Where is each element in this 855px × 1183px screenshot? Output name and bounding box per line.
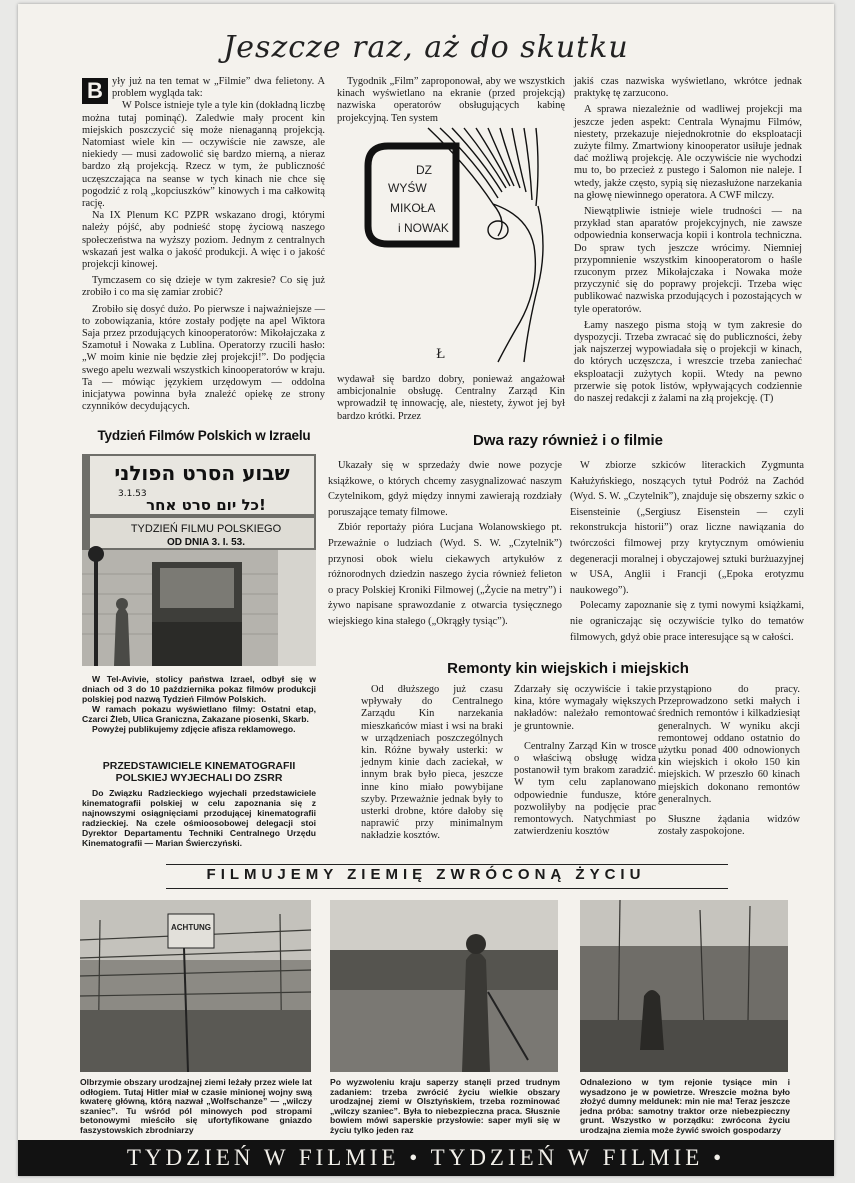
caption-paragraph: Odnaleziono w tym rejonie tysiące min i wysadzono je w powietrze. Wreszcie można było złożyć dumny meldunek: min nie ma! Teraz jeszcze jedna próba: samotny traktor orze niebezpieczny grunt. Wszystko w porządku: zwrócona życiu urodzajna ziemia może żywić swoich gospodarzy — [580, 1077, 790, 1135]
dwa-razy-column-2 — [570, 458, 804, 645]
filmujemy-caption-1 — [80, 1078, 312, 1136]
bottom-banner: TYDZIEŃ W FILMIE • TYDZIEŃ W FILMIE • — [18, 1140, 834, 1176]
paragraph: Niewątpliwie istnieje wiele trudności — na przykład stan aparatów projekcyjnych, nie zawsze odpowiednia konserwacja kopii i kontrola techniczna. Do spraw tych jeszcze wrócimy. Niemniej przypomnienie wszystkim kinooperatorom o haśle rzuconym przez Mikołajczaka i Nowaka może przyczynić się do poprawy projekcji. Trzeba więc publikować nazwiska przodujących i pozostających w tyle operatorów. — [574, 206, 802, 315]
paragraph: przystąpiono do pracy. Przeprowadzono setki małych i średnich remontów i kilkadziesiąt generalnych. W wyniku akcji remontowej oddano ostatnio do użytku ponad 400 odnowionych kin wiejskich i około 150 kin miejskich. W przeszło 60 kinach miejskich dokonano remontów generalnych. — [658, 684, 800, 805]
main-article-column-2-top — [337, 76, 565, 125]
photo-sapper — [330, 900, 558, 1072]
paragraph: Zdarzały się oczywiście i takie kina, które wymagały większych nakładów: należało remontować je gruntownie. — [514, 684, 656, 732]
remonty-column-3 — [658, 684, 800, 838]
main-article-column-1 — [82, 76, 325, 413]
caption-paragraph: W Tel-Avivie, stolicy państwa Izrael, odbył się w dniach od 3 do 10 października pokaz filmów produkcji polskiej pod nazwą Tydzień Filmów Polskich. — [82, 674, 316, 704]
paragraph: Zrobiło się dosyć dużo. Po pierwsze i najważniejsze — to zobowiązania, które zostały podjęte na apel Wiktora Saja przez przodujących kinooperatorów: Mikołajczaka z Szamotuł i Nowaka z Lublina. Operatorzy rzucili hasło: „W moim kinie nie będzie złej projekcji!”. Do podjęcia swego apelu wezwali wszystkich kinooperatorów w kraju. Ta — mówiąc językiem urzędowym — oddolna inicjatywa powinna była znaleźć opiekę ze strony czynników decydujących. — [82, 303, 325, 413]
drawing-text-line: MIKOŁA — [390, 201, 436, 215]
zssr-text — [82, 788, 316, 848]
filmujemy-caption-2 — [330, 1078, 560, 1136]
paragraph: yły już na ten temat w „Filmie” dwa felietony. A problem wygląda tak: — [112, 76, 325, 100]
section-rule — [166, 888, 728, 889]
drawing-text-line: DZ — [416, 163, 432, 177]
photo-hebrew-line: כל יום סרט אחר! — [146, 496, 266, 514]
caption-paragraph: Powyżej publikujemy zdjęcie afisza reklamowego. — [92, 724, 296, 734]
caption-paragraph: Olbrzymie obszary urodzajnej ziemi leżały przez wiele lat odłogiem. Tutaj Hitler miał w czasie minionej wojny swą kwaterę główną, którą nazwał „Wolfschanze” — „wilczy szaniec”. Tu wśród pól minowych pod stropami betonowymi mieściło się ufortyfikowane gniazdo faszystowskich zbrodniarzy — [80, 1077, 312, 1135]
remonty-title: Remonty kin wiejskich i miejskich — [447, 660, 689, 677]
photo-sign-text: ACHTUNG — [171, 923, 211, 932]
paragraph: Od dłuższego już czasu wpływały do Centralnego Zarządu Kin narzekania mieszkańców miast i wsi na braki w urządzeniach poszczególnych kin. Różne bywały usterki: w jednym kinie dach zaciekał, w innym brak było pieca, jeszcze inne kino miało powybijane szyby. Przeważnie jednak były to usterki drobne, które dałoby się naprawić przy minimalnym nakładzie kosztów. — [361, 684, 503, 842]
main-article-column-2-bottom — [337, 374, 565, 423]
paragraph: Centralny Zarząd Kin w trosce o właściwą obsługę widza postanowił tym brakom zaradzić. W tym celu zaplanowano odpowiednie fundusze, które pozwoliłyby na podjęcie prac remontowych. Natychmiast po zatwierdzeniu kosztów — [514, 740, 656, 838]
caption-paragraph: W ramach pokazu wyświetlano filmy: Ostatni etap, Czarci Żleb, Ulica Graniczna, Zakazane piosenki, Skarb. — [82, 704, 316, 724]
drop-cap: B — [82, 78, 108, 104]
section-rule — [166, 864, 728, 865]
paragraph: Tygodnik „Film” zaproponował, aby we wszystkich kinach wyświetlano na ekranie (przed projekcją) nazwiska operatorów obsługujących kabinę projekcyjną. Ten system — [337, 76, 565, 124]
paragraph: Ukazały się w sprzedaży dwie nowe pozycje książkowe, o których chcemy zasygnalizować naszym Czytelnikom, gdyż między innymi zawierają rozdziały poruszające tematy filmowe. — [328, 460, 562, 518]
israel-section-title: Tydzień Filmów Polskich w Izraelu — [97, 428, 311, 443]
main-article-column-3 — [574, 76, 802, 405]
drawing-text-line: i NOWAK — [398, 221, 449, 235]
paragraph: jakiś czas nazwiska wyświetlano, wkrótce jednak praktykę tę zarzucono. — [574, 76, 802, 100]
paragraph: Tymczasem co się dzieje w tym zakresie? Co się już zrobiło i co ma się zamiar zrobić? — [82, 275, 325, 299]
paragraph: Polecamy zapoznanie się z tymi nowymi książkami, nie ograniczając się oczywiście tylko do tematów filmowych, gdyż obie prace interesujące są w całości. — [570, 600, 804, 643]
photo-sign-line: TYDZIEŃ FILMU POLSKIEGO — [130, 523, 282, 535]
filmujemy-caption-3 — [580, 1078, 790, 1136]
main-article-title: Jeszcze raz, aż do skutku — [223, 30, 629, 65]
paragraph: Zbiór reportaży pióra Lucjana Wolanowskiego pt. Przeważnie o ludziach (Wyd. S. W. „Czytelnik”) przynosi obok wielu ciekawych artykułów z różnorodnych dziedzin naszego życia również felieton o pracy Polskiej Kroniki Filmowej („Życie na metry”) i żywo napisane sprawozdanie z otwarcia tysięcznego wiejskiego kina stałego („Okrągły tysiąc”). — [328, 522, 562, 627]
caption-paragraph: Do Związku Radzieckiego wyjechali przedstawiciele kinematografii polskiej w celu zapoznania się z najnowszymi osiągnięciami przodującej kinematografii radzieckiej. Na czele ośmioosobowej delegacji stoi Dyrektor Departamentu Techniki Centralnego Urzędu Kinematografii — Marian Świerczyński. — [82, 788, 316, 848]
paragraph: wydawał się bardzo dobry, ponieważ angażował ambicjonalnie obsługę. Centralny Zarząd Kin wprowadził tę innowację, ale, niestety, żywot jej był bardzo krótki. Przez — [337, 374, 565, 422]
paragraph: Łamy naszego pisma stoją w tym zakresie do dyspozycji. Trzeba zwracać się do publiczności, żeby jak najszerzej wypowiadała się o projekcji w kinach, do których uczęszcza, i wreszcie trzeba zaniechać eksploatacji zużytych kopii. Wtedy na pewno przerwie się potok listów, wpływających codziennie do naszej redakcji z żalami na złą projekcję. (T) — [574, 319, 802, 405]
photo-date: 3.1.53 — [118, 489, 147, 499]
remonty-column-2 — [514, 684, 656, 838]
photo-hebrew-headline: שבוע הסרט הפולני — [114, 461, 290, 485]
dwa-razy-column-1 — [328, 458, 562, 630]
photo-tractor-field — [580, 900, 788, 1072]
paragraph: Słuszne żądania widzów zostały zaspokojone. — [658, 814, 800, 838]
paragraph: Na IX Plenum KC PZPR wskazano drogi, którymi należy pójść, aby podnieść stopę życiową naszego społeczeństwa na wyższy poziom. Jednym z centralnych wskazań jest walka o jakość produkcji. A więc i o jakość projekcji kinowej. — [82, 210, 325, 271]
caption-paragraph: Po wyzwoleniu kraju saperzy stanęli przed trudnym zadaniem: trzeba zwrócić życiu wielkie obszary urodzajnej ziemi w Olsztyńskiem, trzeba rozminować „wilczy szaniec”. Była to niebezpieczna praca. Słusznie bowiem mówi saperskie przysłowie: saper myli się w życiu tylko jeden raz — [330, 1077, 560, 1135]
zssr-title: PRZEDSTAWICIELE KINEMATOGRAFII POLSKIEJ WYJECHALI DO ZSRR — [102, 760, 296, 784]
curtain-drawing — [348, 126, 558, 364]
paragraph: A sprawa niezależnie od wadliwej projekcji ma jeszcze jeden aspekt: Centrala Wynajmu Filmów, niestety, przekazuje niejednokrotnie do eksploatacji zużyte filmy. Zmartwiony kinooperator usiłuje jednak dać możliwą projekcję. Ale oczywiście nie wychodzi mu to, bo przecież z pustego i Salomon nie naleje. I wtedy, jakże często, sypią się niezasłużone narzekania na głowę niewinnego operatora. A CWF milczy. — [574, 104, 802, 201]
paragraph: W Polsce istnieje tyle a tyle kin (dokładną liczbę można tutaj pominąć). Zaledwie mały procent kin miejskich poszczycić się może nienaganną projekcją. Natomiast wiele kin — oczywiście nie zawsze, ale niekiedy — musi zadowolić się bardzo mierną, a nieraz bardzo złą projekcją. Rzecz w tym, że publiczność uczęszczająca na seanse w tych kinach nie chce się pogodzić z rolą „kopciuszków” kinowych i ma całkowitą rację. — [82, 100, 325, 210]
remonty-column-1 — [361, 684, 503, 843]
dwa-razy-title: Dwa razy również i o filmie — [472, 432, 664, 449]
svg-text:Ł: Ł — [436, 347, 445, 362]
photo-barbed-wire — [80, 900, 311, 1072]
newspaper-page — [18, 4, 834, 1176]
paragraph: W zbiorze szkiców literackich Zygmunta Kałużyńskiego, noszących tytuł Podróż na Zachód (Wyd. S. W. „Czytelnik”), znajduje się obszerny szkic o Eisensteinie („Sergiusz Eisenstein — czyli rekonstrukcja historii”) oraz liczne nawiązania do twórczości filmowej przy krytycznym omówieniu degeneracji moralnej i obyczajowej sztuki burżuazyjnej w USA, Anglii i Francji („Epoka erotyzmu naukowego”). — [570, 460, 804, 596]
filmujemy-title: FILMUJEMY ZIEMIĘ ZWRÓCONĄ ŻYCIU — [206, 866, 646, 883]
drawing-text-line: WYŚW — [388, 181, 427, 195]
israel-caption — [82, 674, 316, 734]
photo-sign-line: OD DNIA 3. I. 53. — [167, 537, 245, 548]
israel-poster-photo — [82, 454, 316, 666]
